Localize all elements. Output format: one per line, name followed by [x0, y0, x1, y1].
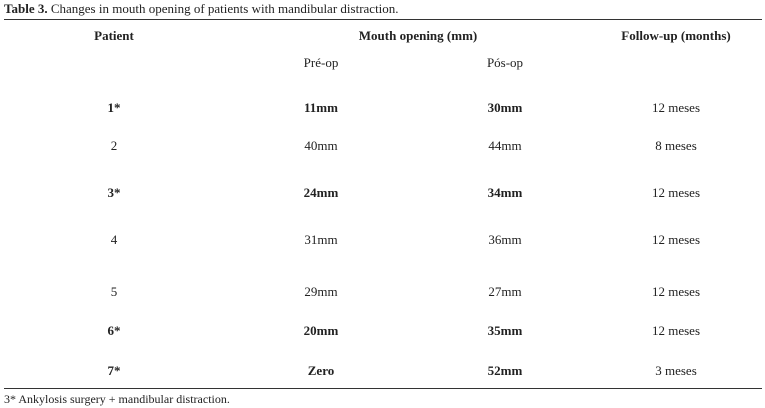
table-footnote: 3* Ankylosis surgery + mandibular distraction.: [4, 392, 230, 406]
cell-patient: 7*: [107, 363, 121, 378]
cell-pos: 27mm: [488, 284, 522, 299]
cell-pos: 34mm: [487, 185, 523, 200]
cell-follow: 12 meses: [651, 100, 701, 115]
table-row: [0, 323, 765, 341]
cell-pos: 52mm: [487, 363, 523, 378]
table-row: [0, 284, 765, 302]
cell-follow: 3 meses: [655, 363, 697, 378]
cell-follow: 8 meses: [655, 138, 697, 153]
table-row: [0, 138, 765, 156]
header-follow-up: Follow-up (months): [621, 28, 731, 43]
cell-follow: 12 meses: [651, 323, 701, 338]
cell-follow: 12 meses: [651, 284, 701, 299]
cell-patient: 2: [110, 138, 118, 153]
cell-patient: 6*: [107, 323, 121, 338]
header-patient: Patient: [94, 28, 134, 43]
cell-patient: 1*: [107, 100, 121, 115]
cell-pre: Zero: [307, 363, 335, 378]
table-row: [0, 232, 765, 250]
table-row: [0, 100, 765, 118]
cell-follow: 12 meses: [651, 185, 701, 200]
cell-pre: 24mm: [303, 185, 339, 200]
cell-pos: 44mm: [488, 138, 522, 153]
header-mouth-opening: Mouth opening (mm): [358, 28, 478, 43]
cell-pos: 36mm: [488, 232, 522, 247]
cell-pos: 30mm: [487, 100, 523, 115]
table-caption-text: Changes in mouth opening of patients with mandibular distraction.: [50, 1, 399, 16]
cell-patient: 3*: [107, 185, 121, 200]
table-top-rule: [4, 19, 762, 20]
cell-pre: 31mm: [304, 232, 338, 247]
cell-pre: 40mm: [304, 138, 338, 153]
cell-pos: 35mm: [487, 323, 523, 338]
table-row: [0, 185, 765, 203]
header-pre-op: Pré-op: [303, 55, 339, 70]
cell-patient: 5: [110, 284, 118, 299]
cell-pre: 20mm: [303, 323, 339, 338]
cell-patient: 4: [110, 232, 118, 247]
cell-pre: 11mm: [304, 100, 338, 115]
table-row: [0, 363, 765, 381]
table-caption: [4, 1, 399, 17]
header-pos-op: Pós-op: [486, 55, 524, 70]
cell-pre: 29mm: [304, 284, 338, 299]
table-bottom-rule: [4, 388, 762, 389]
cell-follow: 12 meses: [651, 232, 701, 247]
table-caption-label: Table 3.: [4, 1, 48, 16]
